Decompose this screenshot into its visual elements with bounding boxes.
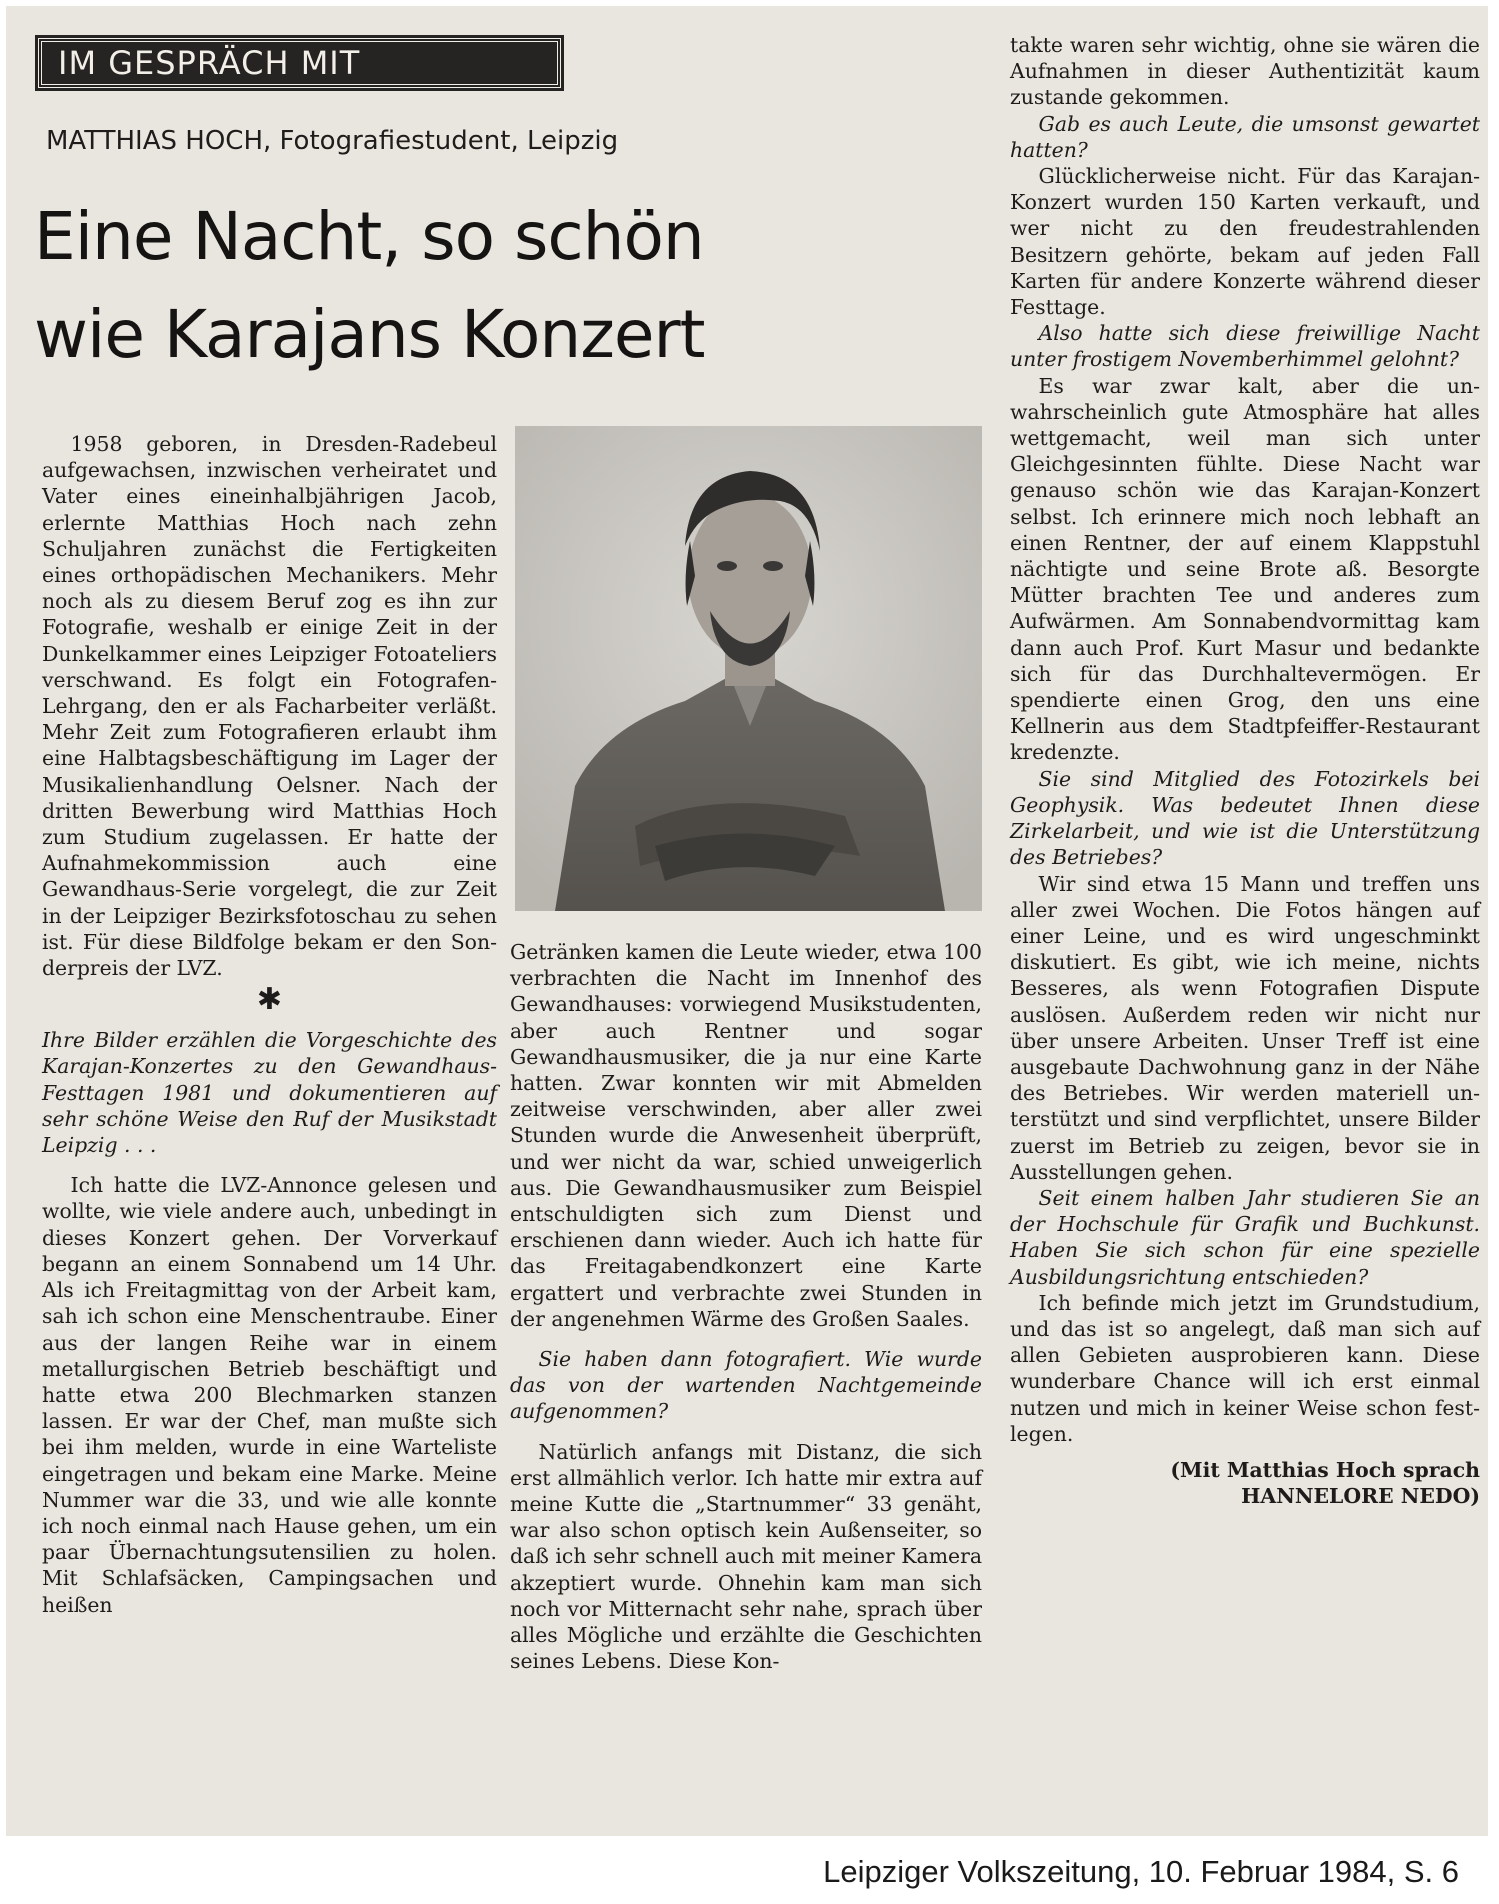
headline-line-2: wie Karajans Konzert [34,296,705,373]
answer-5: Wir sind etwa 15 Mann und treffen uns aller zwei Wochen. Die Fotos hängen auf einer Leine, und es wird ungeschminkt diskutiert. Es gibt, wie ich meine, nichts Besseres, als wenn Fotografien Dispute auslösen. Außerdem reden wir nicht nur über unsere Arbeiten. Unser Treff ist eine ausgebaute Dachwohnung ganz in der Nähe des Betriebes. Wir werden materiell unterstützt und sind verpflichtet, unsere Bilder zuerst im Betrieb zu zeigen, bevor sie in Ausstellungen gehen. [1010,871,1480,1184]
article-column-3 [1010,32,1480,1509]
question-2: Sie haben dann fotografiert. Wie wurde das von der wartenden Nachtgemeinde aufgenommen? [510,1347,982,1424]
question-1: Ihre Bilder erzählen die Vorgeschichte des Karajan-Konzertes zu den Gewandhaus-Festtagen 1981 und dokumentieren auf sehr schöne Weise den Ruf der Musikstadt Leipzig . . . [42,1028,497,1158]
byline: MATTHIAS HOCH, Fotografiestudent, Leipzig [46,126,619,156]
portrait-photo [515,426,982,911]
question-5: Sie sind Mitglied des Fotozirkels bei Geophysik. Was bedeutet Ihnen diese Zirkelarbeit, und wie ist die Unterstützung des Betriebes? [1010,766,1480,870]
answer-2-continued: takte waren sehr wichtig, ohne sie wären die Aufnahmen in dieser Authentizität kaum zustande gekommen. [1010,33,1480,110]
answer-2: Natürlich anfangs mit Distanz, die sich erst allmählich verlor. Ich hatte mir extra auf meine Kutte die „Startnummer“ 33 genäht, war also schon optisch kein Außenseiter, so daß ich sehr schnell auch mit meiner Kamera akzeptiert wurde. Ohnehin kam man sich noch vor Mitternacht sehr nahe, sprach über alles Mögliche und erzählte die Geschichten seines Lebens. Diese Kon- [510,1439,982,1674]
article-column-2 [510,939,982,1674]
answer-1: Ich hatte die LVZ-Annonce gelesen und wollte, wie viele andere auch, unbedingt in dieses Konzert gehen. Der Vorverkauf begann an einem Sonnabend um 14 Uhr. Als ich Freitagmittag von der Arbeit kam, sah ich schon eine Menschentraube. Einer aus der langen Reihe war in einem metallurgischen Betrieb beschäftigt und hatte etwa 200 Blechmarken stanzen lassen. Er war der Chef, man mußte sich bei ihm melden, wurde in eine Warteliste eingetragen und bekam eine Marke. Meine Nummer war die 33, und wie alle konnte ich noch einmal nach Hause gehen, um ein paar Übernachtungsutensilien zu holen. Mit Schlafsäcken, Campingsachen und heißen [42,1173,497,1617]
interviewer-credit [1010,1457,1480,1509]
credit-line-1: (Mit Matthias Hoch sprach [1170,1457,1480,1482]
answer-3: Glücklicherweise nicht. Für das Karajan-Konzert wurden 150 Karten verkauft, und wer nicht zu den freudestrahlenden Besitzern gehörte, bekam auf jeden Fall Karten für andere Konzerte während dieser Festtage. [1010,164,1480,320]
headline-line-1: Eine Nacht, so schön [34,198,704,275]
answer-6: Ich befinde mich jetzt im Grundstudium, und das ist so angelegt, daß man sich auf allen Gebieten ausprobieren kann. Diese wunderbare Chance will ich erst einmal nutzen und mich in keiner Weise schon festlegen. [1010,1290,1480,1446]
question-4: Also hatte sich diese freiwillige Nacht unter frostigem Novemberhimmel gelohnt? [1010,321,1480,372]
source-caption: Leipziger Volkszeitung, 10. Februar 1984, S. 6 [823,1854,1459,1889]
answer-1-continued: Getränken kamen die Leute wieder, etwa 100 verbrachten die Nacht im Innenhof des Gewandhauses: vorwiegend Musikstudenten, aber auch Rentner und sogar Gewandhausmusiker, die ja nur eine Karte hatten. Zwar konnten wir mit Abmelden zeitweise verschwinden, aber aller zwei Stunden wurde die Anwesenheit überprüft, und wer nicht da war, schied unweigerlich aus. Die Gewandhausmusiker zum Beispiel entschuldigten sich zum Dienst und erschienen dann wieder. Auch ich hatte für das Freitagabendkonzert eine Karte ergattert und verbrachte zwei Stunden in der angenehmen Wärme des Großen Saales. [510,940,982,1331]
newspaper-clipping [6,6,1488,1836]
answer-4: Es war zwar kalt, aber die unwahrscheinlich gute Atmosphäre hat alles wettgemacht, weil man sich unter Gleichgesinnten fühlte. Diese Nacht war genauso schön wie das Karajan-Konzert selbst. Ich erinnere mich noch lebhaft an einen Rentner, der auf einem Klappstuhl nächtigte und seine Brote aß. Besorgte Mütter brachten Tee und anderes zum Aufwärmen. Am Sonnabendvormittag kam dann auch Prof. Kurt Masur und bedankte sich für das Durchhaltevermögen. Er spendierte einen Grog, den uns eine Kellnerin aus dem Stadtpfeiffer-Restaurant kredenzte. [1010,373,1480,765]
section-kicker: IM GESPRÄCH MIT [38,38,561,88]
intro-paragraph: 1958 geboren, in Dresden-Radebeul aufgewachsen, inzwischen verheiratet und Vater eines eineinhalbjährigen Jacob, erlernte Matthias Hoch nach zehn Schuljahren zunächst die Fertigkeiten eines orthopädischen Mechanikers. Mehr noch als zu diesem Beruf zog es ihn zur Fotografie, weshalb er einige Zeit in der Dunkelkammer eines Leipziger Fotoateliers verschwand. Es folgt ein Fotografen-Lehrgang, den er als Facharbeiter verläßt. Mehr Zeit zum Fotografieren erlaubt ihm eine Halbtagsbeschäftigung im Lager der Musikalienhandlung Oelsner. Nach der dritten Bewerbung wird Matthias Hoch zum Studium zugelassen. Er hatte der Aufnahmekommission auch eine Gewandhaus-Serie vorgelegt, die zur Zeit in der Leipziger Bezirksfotoschau zu sehen ist. Für diese Bildfolge bekam er den Sonderpreis der LVZ. [42,432,497,981]
article-column-1 [42,431,497,1618]
headline [34,188,994,384]
question-3: Gab es auch Leute, die umsonst gewartet hatten? [1010,111,1480,162]
question-6: Seit einem halben Jahr studieren Sie an der Hochschule für Grafik und Buchkunst. Haben Sie sich schon für eine spezielle Ausbildungsrichtung entschieden? [1010,1185,1480,1289]
credit-line-2: HANNELORE NEDO) [1241,1484,1480,1509]
section-star-divider: ✱ [256,982,283,1018]
